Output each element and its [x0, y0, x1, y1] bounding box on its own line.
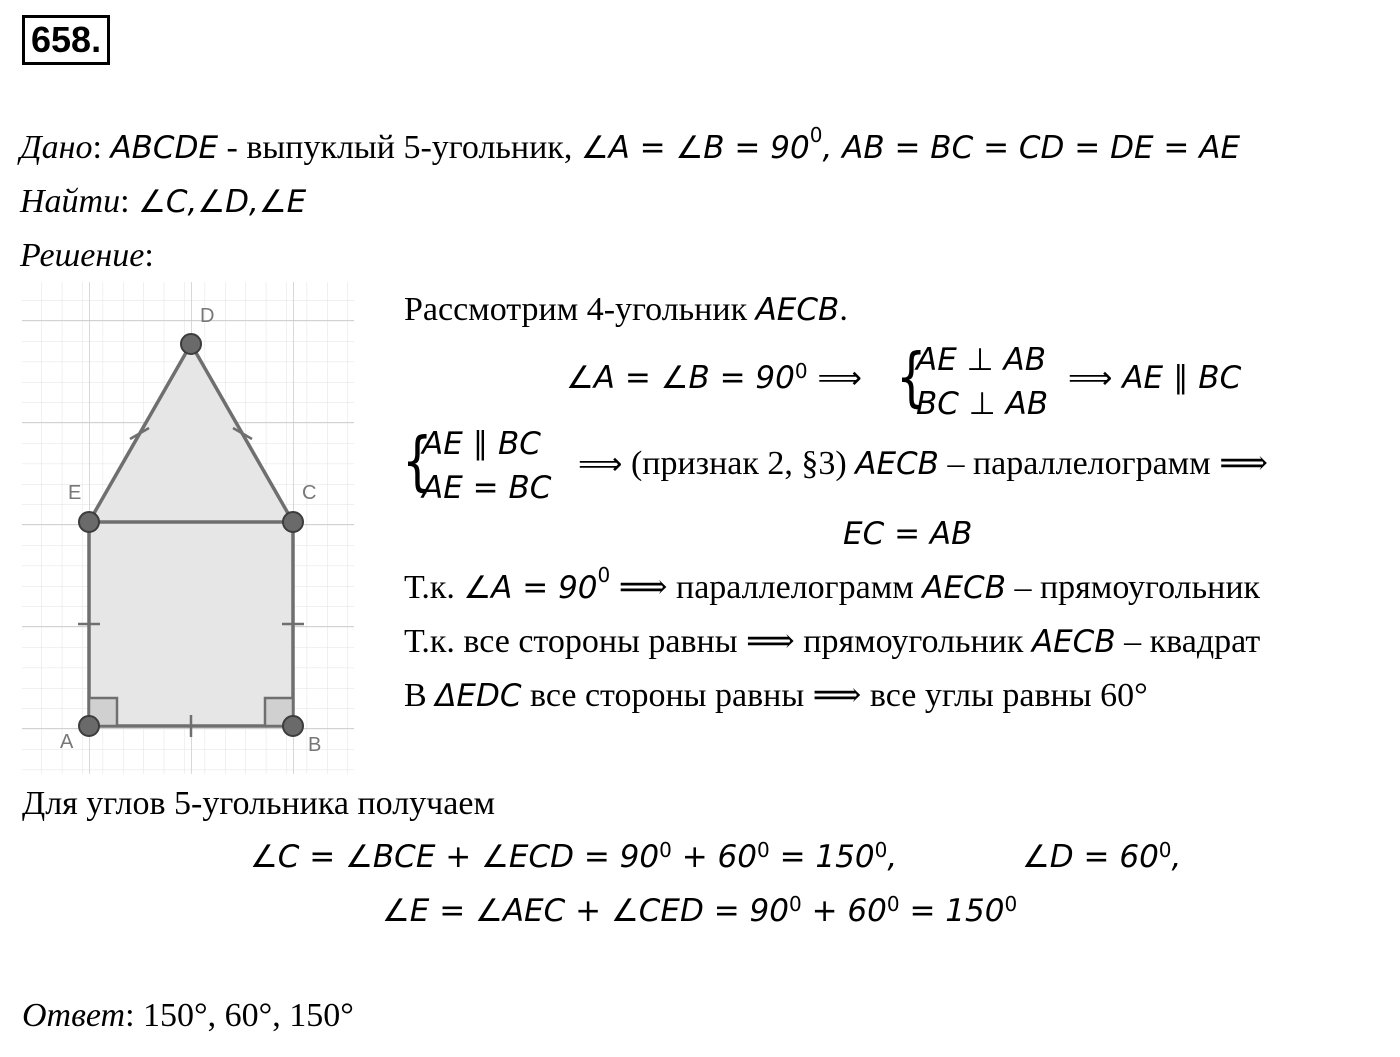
angles-equal-degree: 0: [794, 358, 808, 383]
label-b: B: [308, 734, 322, 756]
angle-e-sup2: 0: [886, 891, 900, 916]
criterion-figure: AECB: [855, 446, 939, 482]
angle-d-sup: 0: [1158, 837, 1172, 862]
rectangle-tail: – прямоугольник: [1005, 569, 1261, 606]
rectangle-prefix: Т.к.: [404, 569, 464, 606]
implies-arrow-2: ⟹: [578, 446, 623, 482]
consider-line: Рассмотрим 4-угольник AECB.: [404, 291, 848, 328]
implies-arrow-1: ⟹: [807, 360, 862, 396]
triangle-prefix: В: [404, 677, 436, 714]
consider-figure: AECB: [755, 292, 840, 328]
conclusion-intro: Для углов 5-угольника получаем: [22, 785, 495, 822]
label-c: C: [302, 482, 317, 504]
angle-c-comma: ,: [887, 839, 898, 875]
answer-value: : 150°, 60°, 150°: [125, 997, 354, 1034]
solution-line: Решение:: [20, 237, 154, 274]
rectangle-mid: ⟹ параллелограмм: [610, 569, 923, 606]
vertex-c: [283, 512, 303, 532]
angle-d-calc: [1022, 837, 1181, 883]
vertex-d: [181, 334, 201, 354]
vertex-a: [79, 716, 99, 736]
angle-d-comma: ,: [1171, 839, 1182, 875]
criterion-line: [578, 444, 1268, 484]
ec-equals-ab: EC = AB: [843, 516, 973, 552]
given-label: Дано: [20, 129, 93, 166]
square-figure: AECB: [1031, 624, 1116, 660]
solution-label: Решение: [20, 237, 145, 274]
angle-e-sup3: 0: [1004, 891, 1018, 916]
angle-c-part1: ∠C = ∠BCE + ∠ECD = 90: [250, 839, 660, 875]
angle-e-part2: + 60: [801, 893, 887, 929]
angle-e-part3: = 150: [899, 893, 1005, 929]
angles-equal: ∠A = ∠B = 90: [566, 360, 795, 396]
criterion-text: (признак 2, §3): [622, 445, 856, 482]
angle-e-calc: [382, 891, 1017, 937]
answer-line: [22, 996, 354, 1036]
label-d: D: [200, 305, 215, 327]
rectangle-degree: 0: [597, 562, 611, 587]
given-line: Дано: ABCDE - выпуклый 5-угольник, ∠A = ∠B = $90^0$, AB = BC = CD = DE = AE: [20, 122, 1241, 166]
criterion-tail: – параллелограмм ⟹: [938, 445, 1268, 482]
angle-e-sup1: 0: [789, 891, 802, 916]
system-brace-1: {: [896, 341, 927, 415]
label-a: A: [60, 731, 74, 753]
parallel-ae-bc: AE ∥ BC: [422, 426, 541, 462]
given-sides-eq: , AB = BC = CD = DE = AE: [822, 130, 1241, 166]
parallel-equal-system: [422, 422, 551, 510]
angle-d-part1: ∠D = 60: [1022, 839, 1159, 875]
angle-c-sup1: 0: [659, 837, 672, 862]
angle-c-calc: [250, 837, 897, 883]
rectangle-figure: AECB: [922, 570, 1006, 606]
perp-ae-ab: AE ⊥ AB: [916, 342, 1046, 378]
find-label: Найти: [20, 183, 121, 220]
pentagon-figure: [22, 282, 354, 774]
given-figure: ABCDE: [110, 130, 219, 166]
triangle-tail: все стороны равны ⟹ все углы равны 60°: [521, 677, 1148, 714]
angle-c-part2: + 60: [671, 839, 757, 875]
triangle-line: [404, 676, 1148, 716]
angle-c-sup3: 0: [874, 837, 888, 862]
given-desc: - выпуклый 5-угольник,: [218, 129, 581, 166]
triangle-figure: ΔEDC: [435, 678, 522, 714]
angle-c-part3: = 150: [769, 839, 875, 875]
parallel-result: ⟹ AE ∥ BC: [1068, 360, 1242, 396]
given-degree: 0: [809, 122, 823, 147]
perp-bc-ab: BC ⊥ AB: [916, 386, 1049, 422]
consider-text: Рассмотрим 4-угольник: [404, 291, 756, 328]
equal-ae-bc: AE = BC: [422, 470, 552, 506]
vertex-e: [79, 512, 99, 532]
problem-number: 658.: [22, 15, 110, 65]
rectangle-line: [404, 562, 1261, 608]
system-brace-2: {: [402, 425, 433, 499]
angle-e-part1: ∠E = ∠AEC + ∠CED = 90: [382, 893, 789, 929]
label-e: E: [68, 482, 82, 504]
given-angle-eq: ∠A = ∠B = 90: [580, 130, 810, 166]
square-line: [404, 622, 1260, 662]
angle-c-sup2: 0: [757, 837, 770, 862]
answer-label: Ответ: [22, 997, 126, 1034]
find-line: Найти: ∠C,∠D,∠E: [20, 183, 307, 220]
rectangle-angle: ∠A = 90: [463, 570, 598, 606]
vertex-b: [283, 716, 303, 736]
square-tail: – квадрат: [1115, 623, 1261, 660]
square-prefix: Т.к. все стороны равны ⟹ прямоугольник: [404, 623, 1032, 660]
perpendicular-system: [916, 338, 1048, 426]
find-angles: ∠C,∠D,∠E: [138, 184, 307, 220]
